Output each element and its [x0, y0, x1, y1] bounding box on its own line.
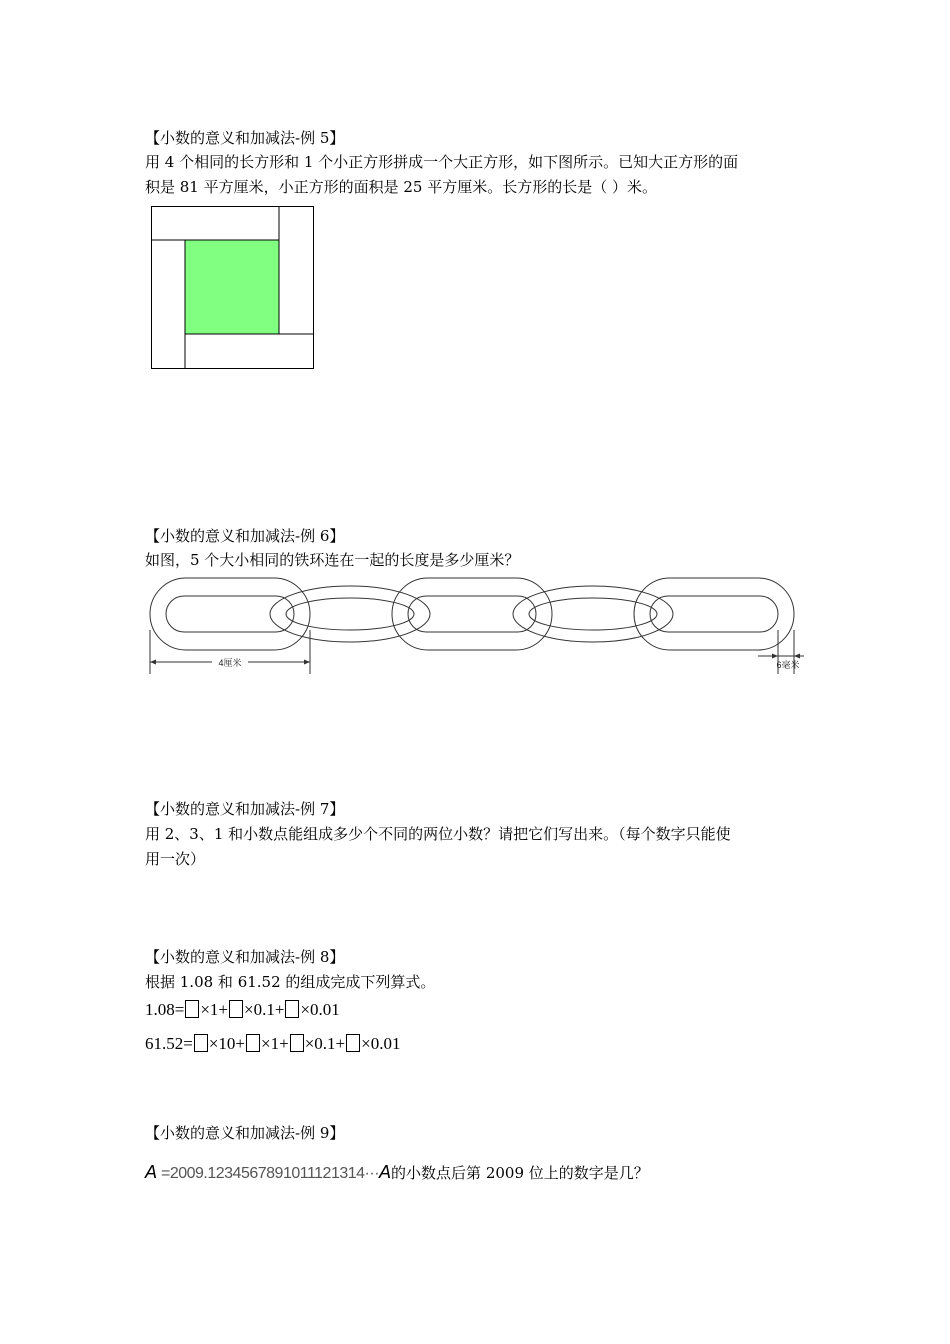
- ex5-line1: 用 4 个相同的长方形和 1 个小正方形拼成一个大正方形，如下图所示。已知大正方形的面: [145, 153, 739, 171]
- small-square: [185, 240, 279, 334]
- ring-3: [392, 578, 552, 650]
- var-a-2: A: [379, 1162, 392, 1182]
- ring-2-inner: [286, 598, 414, 630]
- ex9-line: [145, 1157, 649, 1189]
- ex9-question: 的小数点后第 2009 位上的数字是几？: [391, 1164, 649, 1182]
- square-diagram: [150, 205, 316, 371]
- answer-box[interactable]: [290, 1034, 304, 1052]
- var-a: A: [145, 1162, 158, 1182]
- ex6-line1: 如图，5 个大小相同的铁环连在一起的长度是多少厘米？: [145, 551, 520, 569]
- dim-right-label: 6毫米: [776, 660, 800, 670]
- eq-sign: =: [157, 1165, 170, 1182]
- eq1-term-2: ×0.1+: [244, 1000, 285, 1019]
- eq2-term-3: ×0.1+: [304, 1034, 346, 1053]
- decimal-number: 2009.1234567891011121314···: [169, 1165, 380, 1182]
- ring-3-inner: [408, 596, 536, 632]
- ex7-line1: 用 2、3、1 和小数点能组成多少个不同的两位小数？请把它们写出来。（每个数字只能使: [145, 825, 731, 843]
- ring-4: [513, 586, 673, 642]
- ex9-title: 【小数的意义和加减法-例 9】: [145, 1124, 345, 1142]
- eq1-term-1: ×1+: [200, 1000, 229, 1019]
- eq2-term-1: ×10+: [208, 1034, 246, 1053]
- ring-5: [634, 578, 794, 650]
- eq1-lhs: 1.08=: [145, 1000, 185, 1019]
- ex6-title: 【小数的意义和加减法-例 6】: [145, 527, 345, 545]
- ring-5-inner: [650, 596, 778, 632]
- equation-2: [145, 1034, 401, 1054]
- ex5-title: 【小数的意义和加减法-例 5】: [145, 129, 345, 147]
- answer-box[interactable]: [285, 1000, 299, 1018]
- ex8-line1: 根据 1.08 和 61.52 的组成完成下列算式。: [145, 973, 436, 991]
- equation-1: [145, 1000, 340, 1020]
- answer-box[interactable]: [229, 1000, 243, 1018]
- eq1-term-3: ×0.01: [300, 1000, 340, 1019]
- eq2-term-4: ×0.01: [361, 1034, 401, 1053]
- eq2-lhs: 61.52=: [145, 1034, 193, 1053]
- dim-left-label: 4厘米: [218, 658, 242, 668]
- answer-box[interactable]: [246, 1034, 260, 1052]
- ex7-title: 【小数的意义和加减法-例 7】: [145, 800, 345, 818]
- ex5-line2: 积是 81 平方厘米，小正方形的面积是 25 平方厘米。长方形的长是（ ）米。: [145, 178, 658, 196]
- eq2-term-2: ×1+: [261, 1034, 289, 1053]
- ring-4-inner: [529, 598, 657, 630]
- ex8-title: 【小数的意义和加减法-例 8】: [145, 948, 345, 966]
- chain-diagram: [140, 570, 820, 680]
- answer-box[interactable]: [194, 1034, 208, 1052]
- ex7-line2: 用一次）: [145, 850, 206, 868]
- answer-box[interactable]: [185, 1000, 199, 1018]
- answer-box[interactable]: [346, 1034, 360, 1052]
- ring-1-inner: [166, 596, 294, 632]
